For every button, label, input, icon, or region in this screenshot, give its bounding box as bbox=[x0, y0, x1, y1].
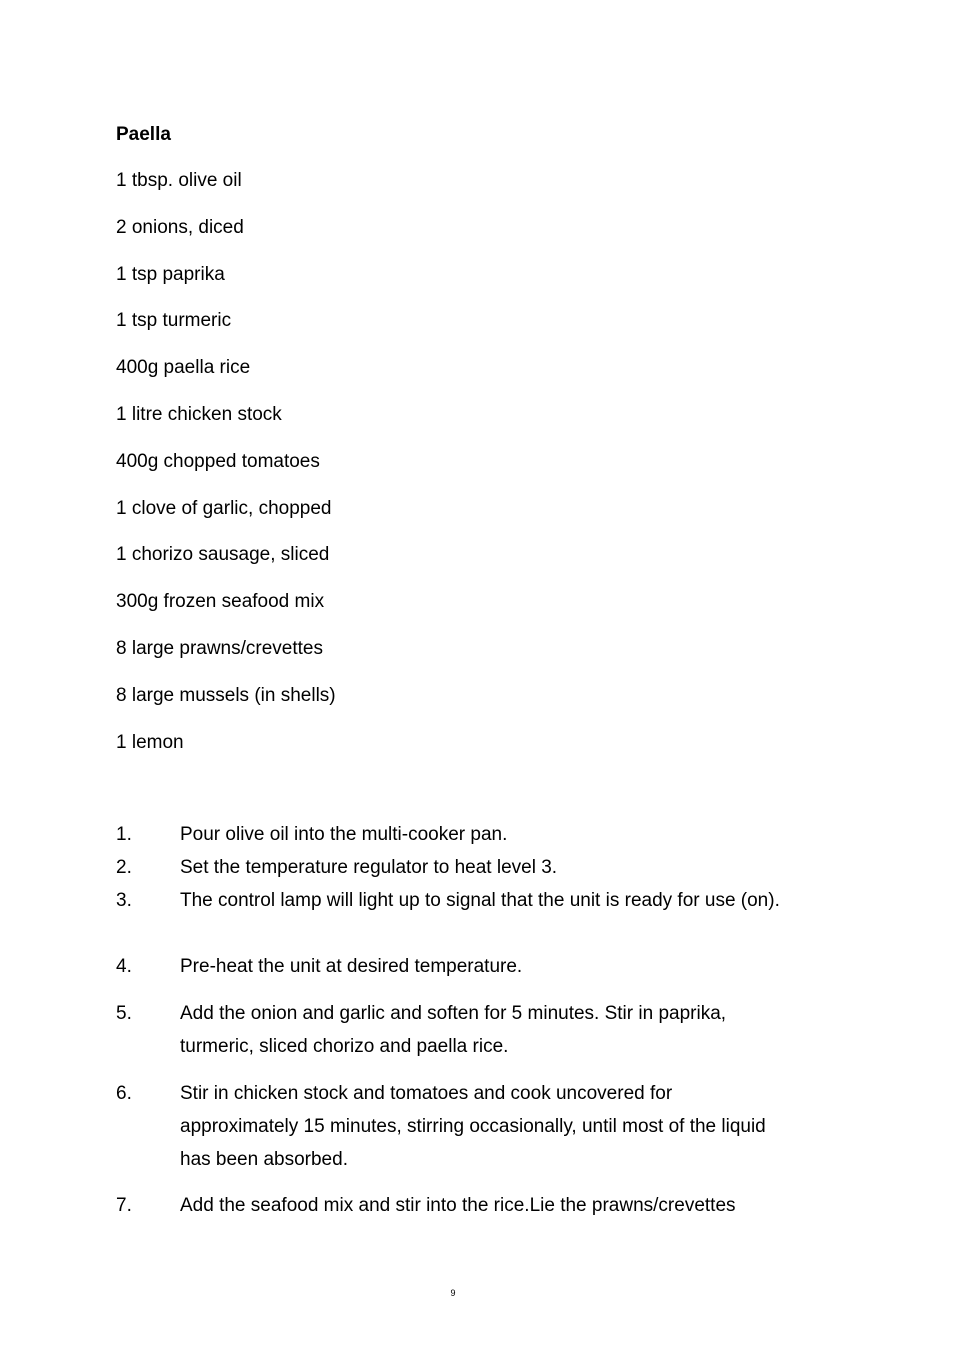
ingredient-item: 1 lemon bbox=[116, 731, 184, 753]
ingredient-item: 400g chopped tomatoes bbox=[116, 450, 320, 472]
ingredient-item: 1 tbsp. olive oil bbox=[116, 170, 242, 191]
ingredient-item: 8 large mussels (in shells) bbox=[116, 684, 336, 706]
step-number: 7. bbox=[116, 1195, 132, 1216]
ingredient-item: 1 tsp turmeric bbox=[116, 310, 232, 332]
step-number: 1. bbox=[116, 824, 132, 845]
ingredient-item: 1 tsp paprika bbox=[116, 263, 225, 285]
recipe-title: Paella bbox=[116, 124, 171, 145]
ingredient-item: 1 clove of garlic, chopped bbox=[116, 497, 332, 519]
step-text: Add the onion and garlic and soften for 5 minutes. Stir in paprika, turmeric, sliced chorizo and paella rice. bbox=[180, 1003, 727, 1057]
ingredient-item: 1 litre chicken stock bbox=[116, 403, 282, 425]
step-number: 4. bbox=[116, 956, 132, 977]
page-number: 9 bbox=[450, 1288, 456, 1298]
ingredient-item: 8 large prawns/crevettes bbox=[116, 637, 323, 659]
ingredient-item: 1 chorizo sausage, sliced bbox=[116, 544, 330, 566]
ingredient-item: 300g frozen seafood mix bbox=[116, 591, 325, 613]
ingredient-item: 2 onions, diced bbox=[116, 216, 244, 238]
step-text: The control lamp will light up to signal that the unit is ready for use (on). bbox=[180, 890, 780, 911]
ingredient-item: 400g paella rice bbox=[116, 357, 251, 379]
step-number: 2. bbox=[116, 857, 132, 878]
step-number: 6. bbox=[116, 1083, 132, 1104]
step-text: Set the temperature regulator to heat level 3. bbox=[180, 857, 558, 878]
step-number: 5. bbox=[116, 1003, 132, 1024]
step-text: Stir in chicken stock and tomatoes and cook uncovered for approximately 15 minutes, stirring occasionally, until most of the liquid has been absorbed. bbox=[180, 1083, 766, 1170]
step-text: Add the seafood mix and stir into the rice.Lie the prawns/crevettes bbox=[180, 1195, 736, 1216]
ingredient-list bbox=[116, 168, 336, 776]
step-text: Pre-heat the unit at desired temperature. bbox=[180, 956, 523, 977]
step-text: Pour olive oil into the multi-cooker pan. bbox=[180, 824, 508, 845]
step-number: 3. bbox=[116, 890, 132, 911]
